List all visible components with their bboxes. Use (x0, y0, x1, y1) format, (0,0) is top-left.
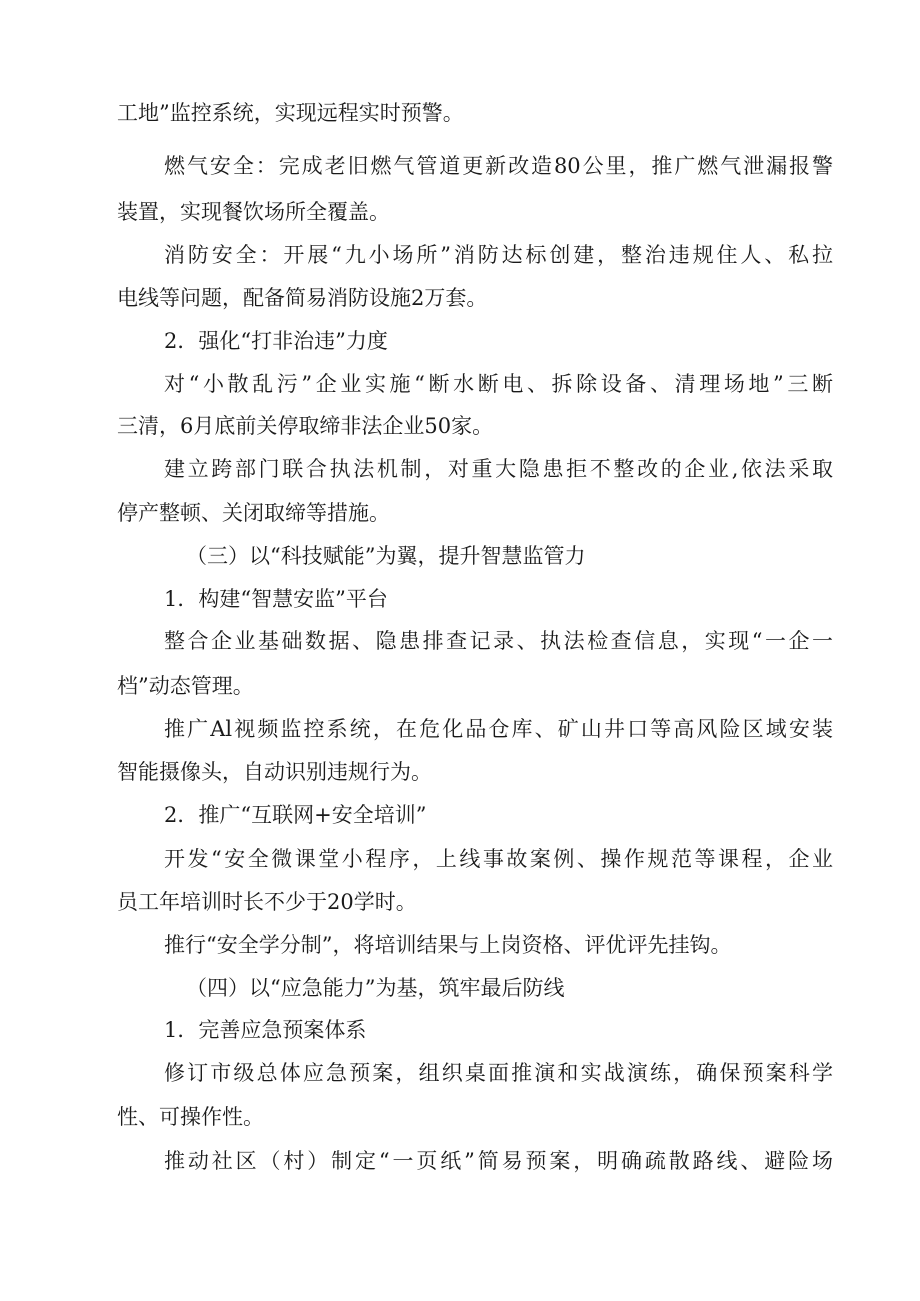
paragraph-micro-class: 开发“安全微课堂小程序，上线事故案例、操作规范等课程，企业 (164, 847, 833, 871)
section-heading-technology: （三）以“科技赋能”为翼，提升智慧监管力 (186, 544, 586, 568)
paragraph-credit-system: 推行“安全学分制”，将培训结果与上岗资格、评优评先挂钩。 (164, 933, 732, 957)
body-line: 员工年培训时长不少于20学时。 (117, 890, 417, 914)
paragraph-revise-plan: 修订市级总体应急预案，组织桌面推演和实战演练，确保预案科学 (164, 1061, 833, 1085)
body-line: 工地”监控系统，实现远程实时预警。 (117, 101, 464, 125)
paragraph-fire-safety: 消防安全：开展“九小场所”消防达标创建，整治违规住人、私拉 (164, 243, 833, 267)
paragraph-data-integration: 整合企业基础数据、隐患排查记录、执法检查信息，实现“一企一 (164, 629, 833, 653)
paragraph-joint-enforcement: 建立跨部门联合执法机制，对重大隐患拒不整改的企业,依法采取 (164, 457, 833, 481)
body-line: 档”动态管理。 (117, 674, 254, 698)
paragraph-gas-safety: 燃气安全：完成老旧燃气管道更新改造80公里，推广燃气泄漏报警 (164, 154, 833, 178)
section-heading-emergency: （四）以“应急能力”为基，筑牢最后防线 (186, 976, 565, 1000)
subheading-emergency-plan: 1．完善应急预案体系 (164, 1018, 367, 1042)
body-line: 智能摄像头，自动识别违规行为。 (117, 760, 432, 784)
body-line: 电线等问题，配备简易消防设施2万套。 (117, 286, 488, 310)
body-line: 停产整顿、关闭取缔等措施。 (117, 501, 390, 525)
body-line: 三清，6月底前关停取缔非法企业50家。 (117, 414, 494, 438)
subheading-illegal-crackdown: 2．强化“打非治违”力度 (164, 329, 388, 353)
paragraph-small-enterprises: 对“小散乱污”企业实施“断水断电、拆除设备、清理场地”三断 (164, 372, 833, 396)
subheading-smart-platform: 1．构建“智慧安监”平台 (164, 587, 388, 611)
paragraph-community-plan: 推动社区（村）制定“一页纸”简易预案，明确疏散路线、避险场 (164, 1149, 833, 1173)
paragraph-ai-video: 推广Al视频监控系统，在危化品仓库、矿山井口等高风险区域安装 (164, 717, 833, 741)
subheading-online-training: 2．推广“互联网+安全培训” (164, 803, 427, 827)
body-line: 装置，实现餐饮场所全覆盖。 (117, 200, 390, 224)
body-line: 性、可操作性。 (117, 1105, 264, 1129)
